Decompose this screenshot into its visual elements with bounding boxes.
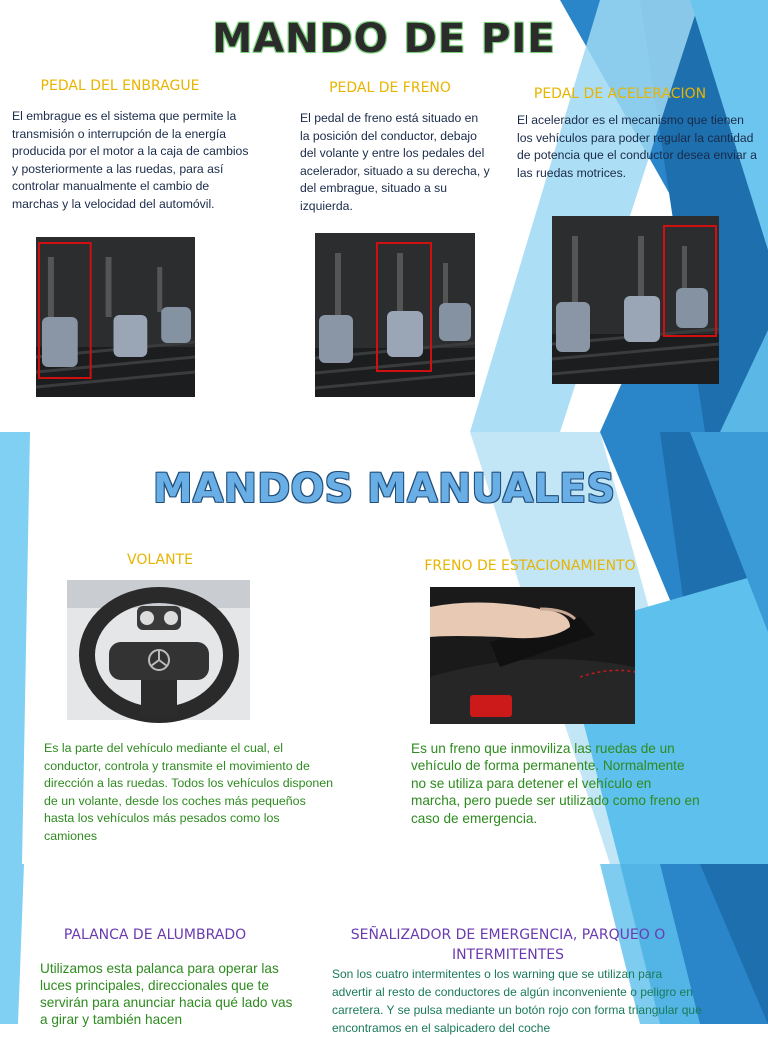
steering-heading: VOLANTE xyxy=(127,552,193,568)
page-title: MANDO DE PIE xyxy=(212,16,556,62)
slide-mando-de-pie xyxy=(0,0,768,432)
parking-brake-photo xyxy=(430,587,635,724)
steering-text: Es la parte del vehículo mediante el cual, el conductor, controla y transmite el movimiento de dirección a las ruedas. Todos los vehículos disponen de un volante, desde los coches más pequeños hasta los vehículos más pesados como los camiones xyxy=(44,741,334,843)
parking-brake-text: Es un freno que inmoviliza las ruedas de un vehículo de forma permanente. Normalmente no se utiliza para detener el vehículo en marcha, pero puede ser utilizado como freno en caso de emergencia. xyxy=(411,741,700,826)
clutch-text: El embrague es el sistema que permite la transmisión o interrupción de la energía producida por el motor a la caja de cambios y posteriormente a las ruedas, para así controlar manualmente el cambio de marchas y la velocidad del automóvil. xyxy=(12,109,249,211)
accelerator-text: El acelerador es el mecanismo que tienen los vehículos para poder regular la cantidad de potencia que el conductor desea enviar a las ruedas motrices. xyxy=(517,113,757,180)
brake-pedal-photo xyxy=(315,233,475,397)
brake-text: El pedal de freno está situado en la posición del conductor, debajo del volante y entre los pedales del acelerador, situado a su derecha, y del embrague, situado a su izquierda. xyxy=(300,111,490,213)
hazard-heading: SEÑALIZADOR DE EMERGENCIA, PARQUEO O INTERMITENTES xyxy=(350,927,666,963)
accelerator-heading: PEDAL DE ACELERACION xyxy=(533,86,707,102)
brake-heading: PEDAL DE FRENO xyxy=(329,80,451,96)
clutch-heading: PEDAL DEL ENBRAGUE xyxy=(40,78,200,94)
section-title: MANDOS MANUALES xyxy=(152,466,616,512)
parking-brake-heading: FRENO DE ESTACIONAMIENTO xyxy=(424,558,636,574)
hazard-text: Son los cuatro intermitentes o los warning que se utilizan para advertir al resto de conductores de algún inconveniente o peligro en carretera. Y se pulsa mediante un botón rojo con forma triangular que encontramos en el salpicadero del coche xyxy=(332,967,702,1035)
light-lever-text: Utilizamos esta palanca para operar las luces principales, direccionales que te servirán para anunciar hacia qué lado vas a girar y también hacen xyxy=(40,961,293,1027)
slide-mandos-manuales xyxy=(0,432,768,864)
light-lever-heading: PALANCA DE ALUMBRADO xyxy=(63,927,247,943)
accelerator-pedal-photo xyxy=(552,216,719,384)
clutch-pedal-photo xyxy=(36,237,195,397)
steering-wheel-photo xyxy=(67,580,250,720)
slide-palancas xyxy=(0,864,768,1035)
